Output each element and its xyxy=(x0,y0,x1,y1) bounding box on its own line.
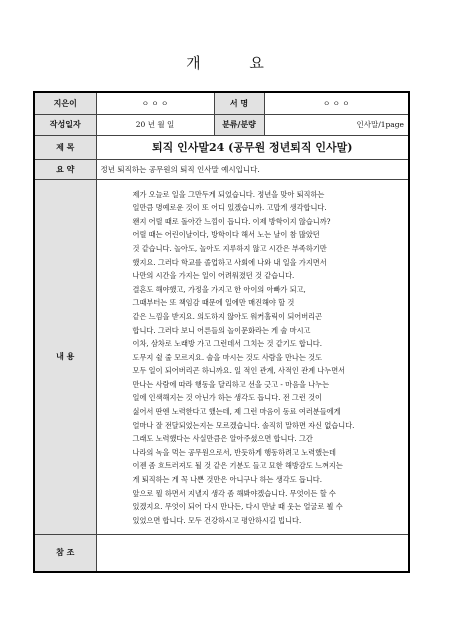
category-label: 분류/분량 xyxy=(214,114,264,135)
content-line: 것 같습니다. 놀아도, 놀아도 지루하지 않고 시간은 부족하기만 xyxy=(132,243,327,253)
reference-label: 참 조 xyxy=(34,534,96,572)
author-value: ㅇ ㅇ ㅇ xyxy=(96,92,214,114)
reference-row xyxy=(34,534,409,572)
content-line: 이차, 삼차로 노래방 가고 그런데서 그치는 것 같기도 합니다. xyxy=(132,339,322,349)
content-line: 일에 인색해지는 것 아닌가 하는 생각도 듭니다. 전 그런 것이 xyxy=(132,393,322,403)
summary-label: 요 약 xyxy=(34,159,96,179)
content-line: 제가 오늘로 일을 그만두게 되었습니다. 정년을 맞아 퇴직하는 xyxy=(132,189,325,199)
content-line: 있었으면 합니다. 모두 건강하시고 평안하시길 빕니다. xyxy=(132,515,302,525)
content-body xyxy=(96,179,409,534)
content-line: 모두 일이 되어버리곤 하니까요. 일 적인 관계, 사적인 관계 나누면서 xyxy=(132,366,346,376)
content-line: 했지요. 그러다 학교를 졸업하고 사회에 나와 내 일을 가지면서 xyxy=(132,257,327,267)
date-label: 작성일자 xyxy=(34,114,96,135)
content-line: 같은 느낌을 받지요. 의도하지 않아도 워커홀릭이 되어버리곤 xyxy=(132,311,323,321)
content-line: 도무지 쉴 줄 모르지요. 술을 마시는 것도 사람을 만나는 것도 xyxy=(132,352,322,362)
category-value: 인사말/1page xyxy=(264,114,409,135)
content-row xyxy=(34,179,409,534)
content-line: 이젠 좀 흐트러져도 될 것 같은 기분도 들고 묘한 해방감도 느껴지는 xyxy=(132,461,343,471)
content-line: 나만의 시간을 가지는 일이 어려워졌던 것 같습니다. xyxy=(132,271,295,281)
content-line: 게 퇴직하는 게 꼭 나쁜 것만은 아니구나 하는 생각도 듭니다. xyxy=(132,475,322,485)
content-line: 만나는 사람에 따라 행동을 달리하고 선을 긋고 - 마음을 나누는 xyxy=(132,379,330,389)
content-label: 내 용 xyxy=(34,179,96,534)
content-line: 결혼도 해야했고, 가정을 가지고 한 아이의 아빠가 되고, xyxy=(132,284,306,294)
reference-value xyxy=(96,534,409,572)
summary-value: 정년 퇴직하는 공무원의 퇴직 인사말 예시입니다. xyxy=(96,159,409,179)
subject-label: 제 목 xyxy=(34,135,96,159)
content-line: 얼마나 잘 전달되었는지는 모르겠습니다. 솔직히 말하면 자신 없습니다. xyxy=(132,420,355,430)
page-title: 개 요 xyxy=(186,54,286,72)
content-line: 앞으로 뭘 하면서 지낼지 생각 좀 해봐야겠습니다. 무엇이든 할 수 xyxy=(132,488,336,498)
content-line: 있겠지요. 무엇이 되어 다시 만나든, 다시 만날 때 웃는 얼굴로 뵐 수 xyxy=(132,502,343,512)
subject-value: 퇴직 인사말24 (공무원 정년퇴직 인사말) xyxy=(96,135,409,159)
content-line: 어릴 때는 어린이날이다, 방학이다 해서 노는 날이 참 많았던 xyxy=(132,230,320,240)
summary-row xyxy=(34,159,409,179)
content-line: 합니다. 그러다 보니 어른들의 놀이문화라는 게 술 마시고 xyxy=(132,325,311,335)
subject-row xyxy=(34,135,409,159)
content-line: 그래도 노력했다는 사실만큼은 알아주셨으면 합니다. 그간 xyxy=(132,434,313,444)
content-line: 왠지 어릴 때로 돌아간 느낌이 듭니다. 이제 방학이지 않습니까? xyxy=(132,216,331,226)
date-row xyxy=(34,114,409,135)
content-line: 나라의 녹을 먹는 공무원으로서, 반듯하게 행동하려고 노력했는데 xyxy=(132,447,336,457)
content-line: 그때부터는 또 책임감 때문에 일에만 매진해야 할 것 xyxy=(132,298,295,308)
name-value: ㅇ ㅇ ㅇ xyxy=(264,92,409,114)
content-line: 싫어서 딴엔 노력한다고 했는데, 제 그런 마음이 동료 여러분들에게 xyxy=(132,407,341,417)
author-label: 지은이 xyxy=(34,92,96,114)
author-row xyxy=(34,92,409,114)
content-line: 일만큼 명예로운 것이 또 어디 있겠습니까. 고맙게 생각합니다. xyxy=(132,203,327,213)
summary-table xyxy=(33,91,410,573)
name-label: 서 명 xyxy=(214,92,264,114)
date-value: 20 년 월 일 xyxy=(96,114,214,135)
